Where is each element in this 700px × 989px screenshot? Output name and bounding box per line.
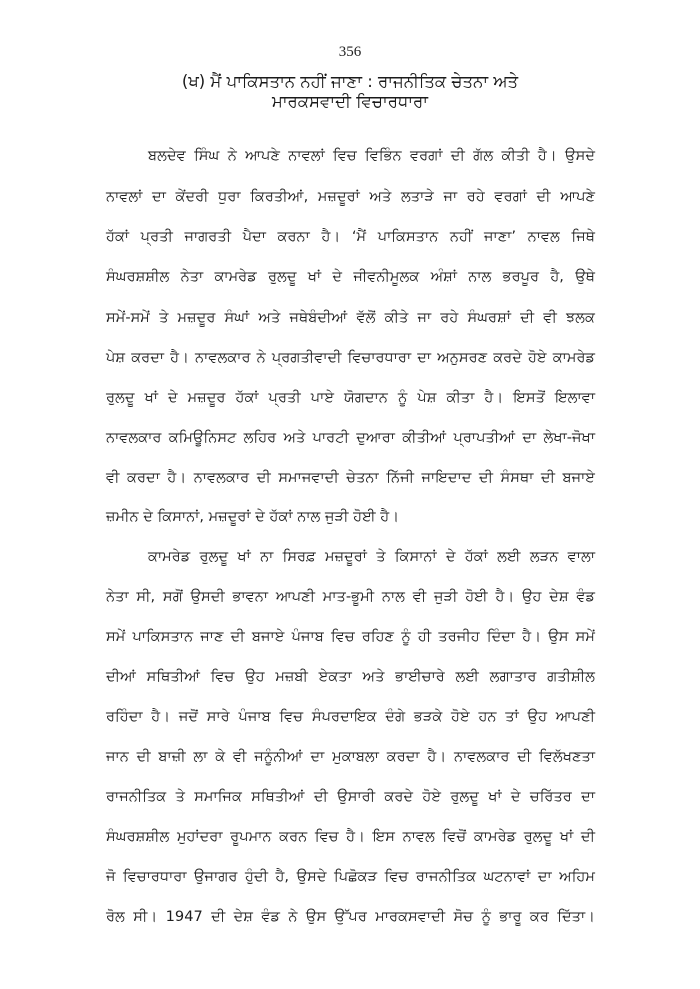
text-line: ਕਾਮਰੇਡ ਰੁਲਦੂ ਖਾਂ ਨਾ ਸਿਰਫ਼ ਮਜ਼ਦੂਰਾਂ ਤੇ ਕਿਸਾਨਾਂ ਦੇ ਹੱਕਾਂ ਲਈ ਲੜਨ ਵਾਲਾ: [148, 548, 595, 565]
text-line: ਰਾਜਨੀਤਿਕ ਤੇ ਸਮਾਜਿਕ ਸਥਿਤੀਆਂ ਦੀ ਉਸਾਰੀ ਕਰਦੇ ਹੋਏ ਰੁਲਦੂ ਖਾਂ ਦੇ ਚਰਿੱਤਰ ਦਾ: [106, 788, 595, 805]
text-line: ਪੇਸ਼ ਕਰਦਾ ਹੈ। ਨਾਵਲਕਾਰ ਨੇ ਪ੍ਰਗਤੀਵਾਦੀ ਵਿਚਾਰਧਾਰਾ ਦਾ ਅਨੁਸਰਣ ਕਰਦੇ ਹੋਏ ਕਾਮਰੇਡ: [106, 349, 595, 366]
text-line: ਵੀ ਕਰਦਾ ਹੈ। ਨਾਵਲਕਾਰ ਦੀ ਸਮਾਜਵਾਦੀ ਚੇਤਨਾ ਨਿੱਜੀ ਜਾਇਦਾਦ ਦੀ ਸੰਸਥਾ ਦੀ ਬਜਾਏ: [106, 469, 595, 486]
text-line: ਰੁਲਦੂ ਖਾਂ ਦੇ ਮਜ਼ਦੂਰ ਹੱਕਾਂ ਪ੍ਰਤੀ ਪਾਏ ਯੋਗਦਾਨ ਨੂੰ ਪੇਸ਼ ਕੀਤਾ ਹੈ। ਇਸਤੋਂ ਇਲਾਵਾ: [106, 389, 595, 406]
text-line: ਸੰਘਰਸ਼ਸ਼ੀਲ ਮੁਹਾਂਦਰਾ ਰੂਪਮਾਨ ਕਰਨ ਵਿਚ ਹੈ। ਇਸ ਨਾਵਲ ਵਿਚੋਂ ਕਾਮਰੇਡ ਰੁਲਦੂ ਖਾਂ ਦੀ: [106, 828, 595, 845]
text-line: ਹੱਕਾਂ ਪ੍ਰਤੀ ਜਾਗਰਤੀ ਪੈਦਾ ਕਰਨਾ ਹੈ। ‘ਮੈਂ ਪਾਕਿਸਤਾਨ ਨਹੀਂ ਜਾਣਾ’ ਨਾਵਲ ਜਿਥੇ: [106, 228, 595, 245]
text-line: ਸਮੇਂ ਪਾਕਿਸਤਾਨ ਜਾਣ ਦੀ ਬਜਾਏ ਪੰਜਾਬ ਵਿਚ ਰਹਿਣ ਨੂੰ ਹੀ ਤਰਜੀਹ ਦਿੰਦਾ ਹੈ। ਉਸ ਸਮੇਂ: [106, 628, 595, 645]
text-line: ਨੇਤਾ ਸੀ, ਸਗੋਂ ਉਸਦੀ ਭਾਵਨਾ ਆਪਣੀ ਮਾਤ-ਭੂਮੀ ਨਾਲ ਵੀ ਜੁੜੀ ਹੋਈ ਹੈ। ਉਹ ਦੇਸ਼ ਵੰਡ: [106, 588, 595, 605]
text-line: ਬਲਦੇਵ ਸਿੰਘ ਨੇ ਆਪਣੇ ਨਾਵਲਾਂ ਵਿਚ ਵਿਭਿੰਨ ਵਰਗਾਂ ਦੀ ਗੱਲ ਕੀਤੀ ਹੈ। ਉਸਦੇ: [148, 147, 595, 164]
text-line: ਰਹਿੰਦਾ ਹੈ। ਜਦੋਂ ਸਾਰੇ ਪੰਜਾਬ ਵਿਚ ਸੰਪਰਦਾਇਕ ਦੰਗੇ ਭੜਕੇ ਹੋਏ ਹਨ ਤਾਂ ਉਹ ਆਪਣੀ: [106, 708, 595, 725]
text-line: ਦੀਆਂ ਸਥਿਤੀਆਂ ਵਿਚ ਉਹ ਮਜ਼ਬੀ ਏਕਤਾ ਅਤੇ ਭਾਈਚਾਰੇ ਲਈ ਲਗਾਤਾਰ ਗਤੀਸ਼ੀਲ: [106, 668, 595, 685]
section-heading-line-2: ਮਾਰਕਸਵਾਦੀ ਵਿਚਾਰਧਾਰਾ: [271, 92, 428, 111]
text-line: ਸੰਘਰਸ਼ਸ਼ੀਲ ਨੇਤਾ ਕਾਮਰੇਡ ਰੁਲਦੂ ਖਾਂ ਦੇ ਜੀਵਨੀਮੂਲਕ ਅੰਸ਼ਾਂ ਨਾਲ ਭਰਪੂਰ ਹੈ, ਉਥੇ: [106, 268, 595, 285]
text-line: ਜਾਨ ਦੀ ਬਾਜ਼ੀ ਲਾ ਕੇ ਵੀ ਜਨੂੰਨੀਆਂ ਦਾ ਮੁਕਾਬਲਾ ਕਰਦਾ ਹੈ। ਨਾਵਲਕਾਰ ਦੀ ਵਿਲੱਖਣਤਾ: [106, 748, 595, 765]
text-line: ਜੋ ਵਿਚਾਰਧਾਰਾ ਉਜਾਗਰ ਹੁੰਦੀ ਹੈ, ਉਸਦੇ ਪਿਛੋਕੜ ਵਿਚ ਰਾਜਨੀਤਿਕ ਘਟਨਾਵਾਂ ਦਾ ਅਹਿਮ: [106, 868, 595, 885]
text-line: ਨਾਵਲਕਾਰ ਕਮਿਊਨਿਸਟ ਲਹਿਰ ਅਤੇ ਪਾਰਟੀ ਦੁਆਰਾ ਕੀਤੀਆਂ ਪ੍ਰਾਪਤੀਆਂ ਦਾ ਲੇਖਾ-ਜੋਖਾ: [106, 429, 595, 446]
text-line: ਨਾਵਲਾਂ ਦਾ ਕੇਂਦਰੀ ਧੁਰਾ ਕਿਰਤੀਆਂ, ਮਜ਼ਦੂਰਾਂ ਅਤੇ ਲਤਾੜੇ ਜਾ ਰਹੇ ਵਰਗਾਂ ਦੀ ਆਪਣੇ: [106, 188, 595, 205]
text-line: ਰੋਲ ਸੀ। 1947 ਦੀ ਦੇਸ਼ ਵੰਡ ਨੇ ਉਸ ਉੱਪਰ ਮਾਰਕਸਵਾਦੀ ਸੋਚ ਨੂੰ ਭਾਰੂ ਕਰ ਦਿੱਤਾ।: [106, 908, 595, 925]
text-line: ਸਮੇਂ-ਸਮੇਂ ਤੇ ਮਜ਼ਦੂਰ ਸੰਘਾਂ ਅਤੇ ਜਥੇਬੰਦੀਆਂ ਵੱਲੋਂ ਕੀਤੇ ਜਾ ਰਹੇ ਸੰਘਰਸ਼ਾਂ ਦੀ ਵੀ ਝਲਕ: [106, 309, 595, 326]
section-heading: [150, 72, 550, 112]
section-heading-line-1: (ਖ) ਮੈਂ ਪਾਕਿਸਤਾਨ ਨਹੀਂ ਜਾਣਾ : ਰਾਜਨੀਤਿਕ ਚੇਤਨਾ ਅਤੇ: [181, 72, 519, 91]
text-line: ਜ਼ਮੀਨ ਦੇ ਕਿਸਾਨਾਂ, ਮਜ਼ਦੂਰਾਂ ਦੇ ਹੱਕਾਂ ਨਾਲ ਜੁੜੀ ਹੋਈ ਹੈ।: [106, 508, 400, 525]
page-number: 356: [338, 44, 362, 60]
